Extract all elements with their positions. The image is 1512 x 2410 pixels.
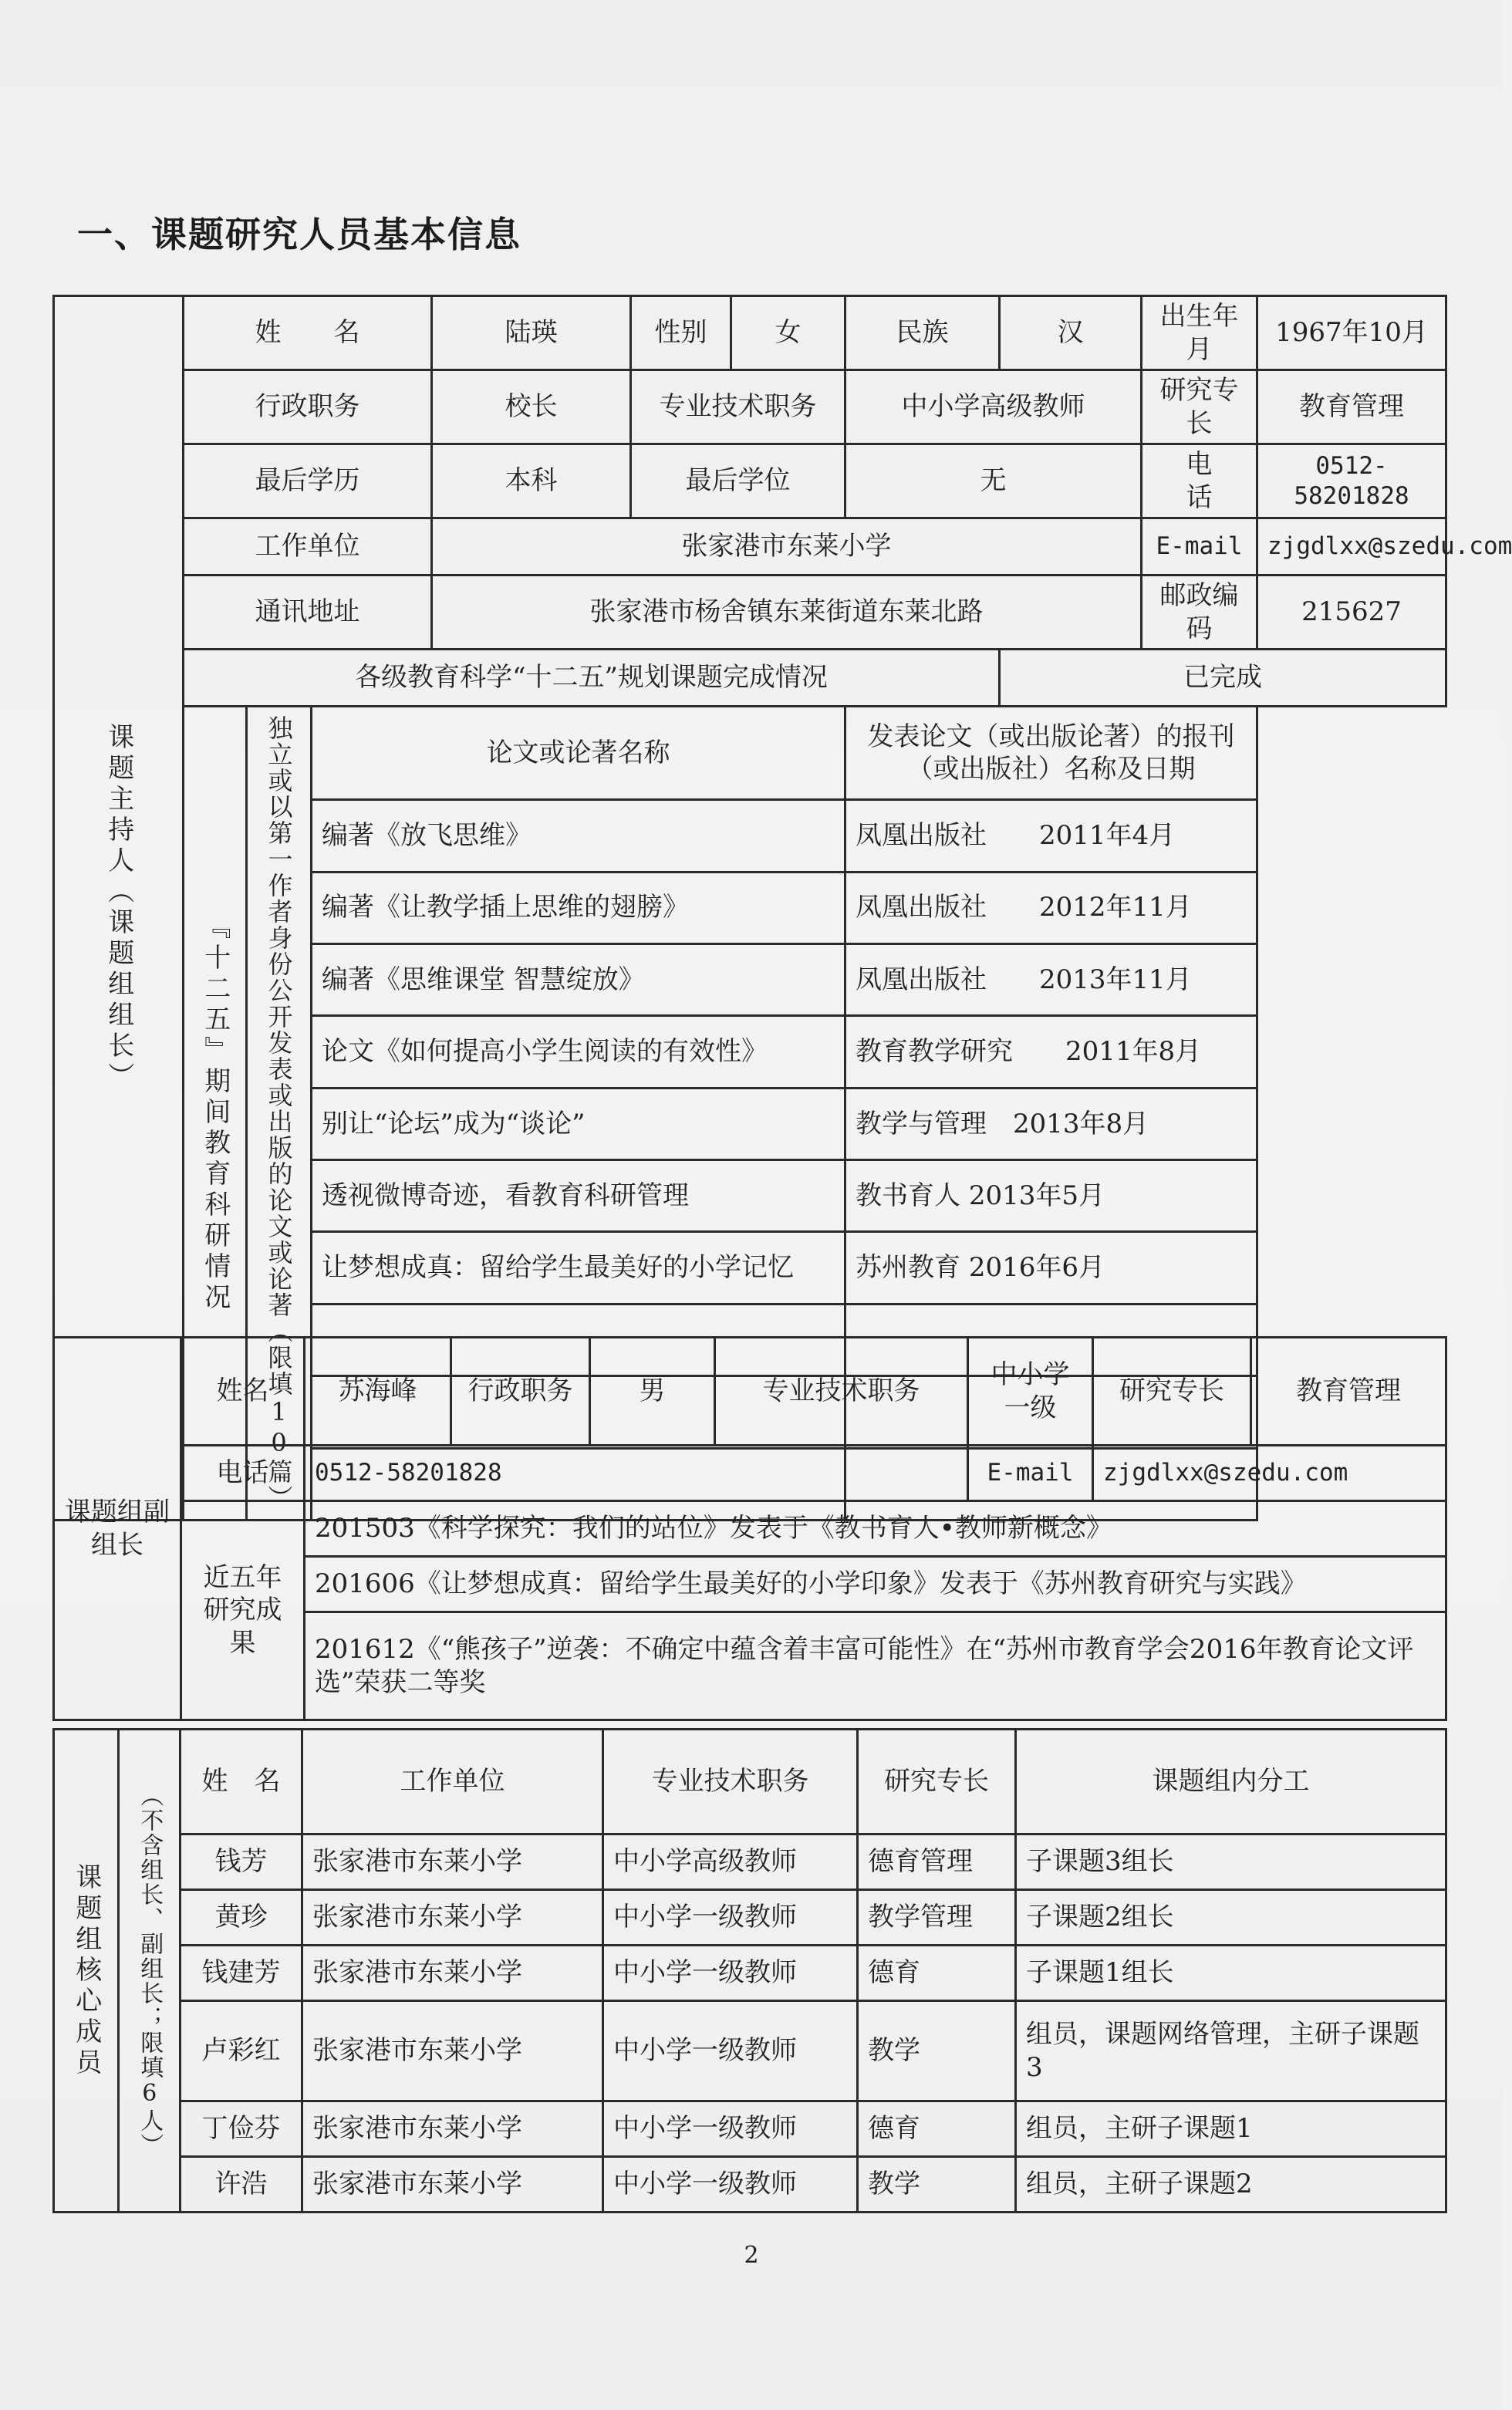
- member-name: 卢彩红: [181, 2001, 302, 2101]
- deputy-result-item: 201606《让梦想成真：留给学生最美好的小学印象》发表于《苏州教育研究与实践》: [305, 1557, 1446, 1612]
- expertise-label: 研究专长: [1142, 370, 1257, 444]
- phone-value: 0512-58201828: [1257, 444, 1446, 518]
- papers-col1-header: 论文或论著名称: [312, 707, 845, 800]
- deputy-section-label: 课题组副组长: [54, 1338, 181, 1720]
- paper-publication: 教育教学研究 2011年8月: [845, 1016, 1257, 1088]
- name-label: 姓 名: [184, 296, 432, 370]
- deputy-phone-value: 0512-58201828: [305, 1446, 968, 1501]
- admin-value: 校长: [432, 370, 631, 444]
- core-note: （不含组长、副组长；限填6人）: [119, 1730, 181, 2213]
- paper-name: 编著《放飞思维》: [312, 800, 845, 872]
- paper-publication: 凤凰出版社 2012年11月: [845, 872, 1257, 943]
- member-role: 子课题1组长: [1016, 1946, 1446, 2001]
- core-section-label: 课题组核心成员: [54, 1730, 119, 2213]
- degree-value: 无: [845, 444, 1142, 518]
- member-unit: 张家港市东莱小学: [302, 2101, 603, 2157]
- core-header-expertise: 研究专长: [858, 1730, 1016, 1835]
- member-unit: 张家港市东莱小学: [302, 2001, 603, 2101]
- name-value: 陆瑛: [432, 296, 631, 370]
- member-title: 中小学一级教师: [603, 1946, 858, 2001]
- papers-col2-header: 发表论文（或出版论著）的报刊（或出版社）名称及日期: [845, 707, 1257, 800]
- member-role: 组员，主研子课题2: [1016, 2157, 1446, 2213]
- member-expertise: 教学: [858, 2157, 1016, 2213]
- member-unit: 张家港市东莱小学: [302, 1946, 603, 2001]
- paper-name: 别让“论坛”成为“谈论”: [312, 1088, 845, 1159]
- paper-publication: 凤凰出版社 2013年11月: [845, 943, 1257, 1015]
- title-value: 中小学高级教师: [845, 370, 1142, 444]
- page-number: 2: [744, 2242, 759, 2269]
- email-value: zjgdlxx@szedu.com: [1257, 518, 1446, 575]
- gender-label: 性别: [631, 296, 731, 370]
- member-title: 中小学一级教师: [603, 2157, 858, 2213]
- plan-label: 各级教育科学“十二五”规划课题完成情况: [184, 650, 1000, 707]
- deputy-name-label: 姓名: [181, 1338, 305, 1446]
- section-heading: 一、课题研究人员基本信息: [77, 214, 521, 255]
- unit-label: 工作单位: [184, 518, 432, 575]
- table-row: [54, 1890, 1446, 1946]
- degree-label: 最后学位: [631, 444, 845, 518]
- email-label: E-mail: [1142, 518, 1257, 575]
- member-role: 子课题3组长: [1016, 1835, 1446, 1890]
- ethnicity-label: 民族: [845, 296, 1000, 370]
- core-header-title: 专业技术职务: [603, 1730, 858, 1835]
- core-members-table: [52, 1728, 1447, 2213]
- birth-value: 1967年10月: [1257, 296, 1446, 370]
- edu-value: 本科: [432, 444, 631, 518]
- core-header-role: 课题组内分工: [1016, 1730, 1446, 1835]
- paper-publication: 教学与管理 2013年8月: [845, 1088, 1257, 1159]
- member-expertise: 德育管理: [858, 1835, 1016, 1890]
- paper-name: 编著《思维课堂 智慧绽放》: [312, 943, 845, 1015]
- edu-label: 最后学历: [184, 444, 432, 518]
- deputy-title-label: 专业技术职务: [715, 1338, 968, 1446]
- plan-status: 已完成: [1000, 650, 1446, 707]
- research-label: 『十二五』期间教育科研情况: [184, 707, 247, 1521]
- paper-publication: 苏州教育 2016年6月: [845, 1232, 1257, 1304]
- member-role: 组员，主研子课题1: [1016, 2101, 1446, 2157]
- papers-label: 独立或以第一作者身份公开发表或出版的论文或论著（限填10篇）: [247, 707, 312, 1521]
- member-unit: 张家港市东莱小学: [302, 1835, 603, 1890]
- table-row: [54, 2157, 1446, 2213]
- deputy-name-value: 苏海峰: [305, 1338, 451, 1446]
- deputy-email-value: zjgdlxx@szedu.com: [1093, 1446, 1446, 1501]
- member-unit: 张家港市东莱小学: [302, 1890, 603, 1946]
- table-row: [54, 2101, 1446, 2157]
- deputy-expertise-value: 教育管理: [1251, 1338, 1446, 1446]
- member-role: 子课题2组长: [1016, 1890, 1446, 1946]
- core-header-unit: 工作单位: [302, 1730, 603, 1835]
- member-name: 钱芳: [181, 1835, 302, 1890]
- phone-label: 电 话: [1142, 444, 1257, 518]
- host-section-label: 课题主持人（课题组组长）: [54, 296, 184, 1521]
- member-name: 钱建芳: [181, 1946, 302, 2001]
- table-row: [54, 2001, 1446, 2101]
- deputy-email-label: E-mail: [968, 1446, 1093, 1501]
- deputy-expertise-label: 研究专长: [1093, 1338, 1251, 1446]
- deputy-phone-label: 电话: [181, 1446, 305, 1501]
- deputy-results-label: 近五年研究成果: [181, 1501, 305, 1720]
- paper-name: 让梦想成真：留给学生最美好的小学记忆: [312, 1232, 845, 1304]
- member-role: 组员，课题网络管理，主研子课题3: [1016, 2001, 1446, 2101]
- title-label: 专业技术职务: [631, 370, 845, 444]
- deputy-title-value: 中小学一级: [968, 1338, 1093, 1446]
- deputy-result-item: 201612《“熊孩子”逆袭：不确定中蕴含着丰富可能性》在“苏州市教育学会2016年教育论文评选”荣获二等奖: [305, 1612, 1446, 1720]
- deputy-admin-value: 男: [590, 1338, 715, 1446]
- member-expertise: 教学: [858, 2001, 1016, 2101]
- member-unit: 张家港市东莱小学: [302, 2157, 603, 2213]
- gender-value: 女: [731, 296, 845, 370]
- address-value: 张家港市杨舍镇东莱街道东莱北路: [432, 575, 1142, 650]
- member-title: 中小学高级教师: [603, 1835, 858, 1890]
- birth-label: 出生年月: [1142, 296, 1257, 370]
- member-name: 丁俭芬: [181, 2101, 302, 2157]
- postcode-value: 215627: [1257, 575, 1446, 650]
- address-label: 通讯地址: [184, 575, 432, 650]
- paper-publication: 凤凰出版社 2011年4月: [845, 800, 1257, 872]
- paper-name: 透视微博奇迹，看教育科研管理: [312, 1160, 845, 1232]
- table-row: [54, 1835, 1446, 1890]
- core-header-name: 姓 名: [181, 1730, 302, 1835]
- unit-value: 张家港市东莱小学: [432, 518, 1142, 575]
- paper-name: 编著《让教学插上思维的翅膀》: [312, 872, 845, 943]
- member-expertise: 德育: [858, 1946, 1016, 2001]
- member-name: 黄珍: [181, 1890, 302, 1946]
- paper-publication: 教书育人 2013年5月: [845, 1160, 1257, 1232]
- member-title: 中小学一级教师: [603, 2001, 858, 2101]
- paper-name: 论文《如何提高小学生阅读的有效性》: [312, 1016, 845, 1088]
- deputy-table: [52, 1336, 1447, 1721]
- member-title: 中小学一级教师: [603, 1890, 858, 1946]
- member-title: 中小学一级教师: [603, 2101, 858, 2157]
- ethnicity-value: 汉: [1000, 296, 1142, 370]
- table-row: [54, 1946, 1446, 2001]
- member-expertise: 德育: [858, 2101, 1016, 2157]
- member-expertise: 教学管理: [858, 1890, 1016, 1946]
- deputy-result-item: 201503《科学探究：我们的站位》发表于《教书育人•教师新概念》: [305, 1501, 1446, 1557]
- admin-label: 行政职务: [184, 370, 432, 444]
- deputy-admin-label: 行政职务: [451, 1338, 590, 1446]
- postcode-label: 邮政编码: [1142, 575, 1257, 650]
- expertise-value: 教育管理: [1257, 370, 1446, 444]
- member-name: 许浩: [181, 2157, 302, 2213]
